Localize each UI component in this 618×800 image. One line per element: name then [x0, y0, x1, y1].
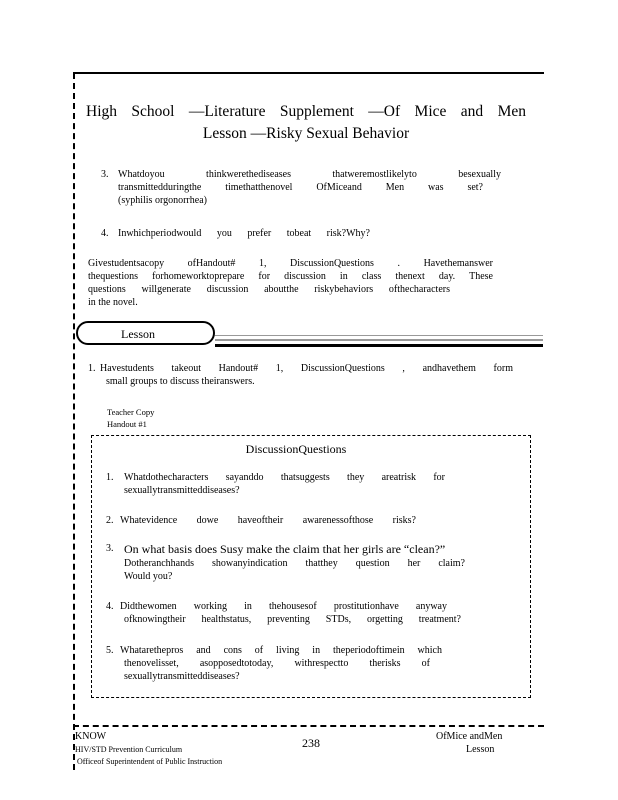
paragraph-line: in the novel. [88, 297, 138, 308]
title-line-2: Lesson —Risky Sexual Behavior [202, 125, 410, 142]
question-line: transmittedduringthe timethatthenovel OfMiceand Men was set? [118, 182, 483, 193]
footer-book-title: OfMice andMen [436, 731, 503, 742]
page-number: 238 [302, 736, 320, 750]
teacher-copy-label [107, 406, 154, 430]
item-line: On what basis does Susy make the claim that her girls are “clean?” [124, 542, 446, 556]
item-number: 3. [106, 543, 114, 554]
item-line: ofknowingtheir healthstatus, preventing STDs, orgetting treatment? [124, 614, 461, 625]
item-number: 5. [106, 645, 114, 656]
discussion-title: DiscussionQuestions [245, 442, 347, 456]
teacher-copy-line: Teacher Copy [107, 407, 155, 417]
item-line: Whatarethepros and cons of living in theperiodoftimein which [120, 645, 442, 656]
page-title [86, 101, 526, 145]
footer-lesson: Lesson [466, 744, 495, 755]
paragraph-line: thequestions forhomeworktoprepare for discussion in class thenext day. These [88, 271, 493, 282]
question-number: 3. [101, 169, 109, 180]
lesson-bar-rule [215, 344, 543, 347]
item-line: Whatevidence dowe haveoftheir awarenessofthose risks? [120, 515, 416, 526]
item-line: Didthewomen working in thehousesof prostitutionhave anyway [120, 601, 447, 612]
top-rule [73, 72, 544, 74]
item-line: Whatdothecharacters sayanddo thatsuggests they areatrisk for [124, 472, 445, 483]
title-line-1: High School —Literature Supplement —Of Mice and Men [86, 103, 526, 120]
footer-office: Officeof Superintendent of Public Instruction [77, 757, 223, 766]
lesson-bar-rule [215, 339, 543, 341]
step-number: 1. [88, 363, 96, 374]
item-number: 2. [106, 515, 114, 526]
item-line: Would you? [124, 571, 173, 582]
lesson-bar-rule [215, 335, 543, 336]
footer-curriculum: HIV/STD Prevention Curriculum [75, 745, 183, 754]
step-line: small groups to discuss theiranswers. [106, 376, 255, 387]
paragraph-line: Givestudentsacopy ofHandout# 1, DiscussionQuestions . Havethemanswer [88, 258, 493, 269]
handout-number: Handout #1 [107, 419, 147, 429]
intro-paragraph [88, 257, 493, 309]
question-line: Inwhichperiodwould you prefer tobeat risk?Why? [118, 228, 370, 239]
left-dashed-border [73, 73, 75, 770]
question-line: (syphilis orgonorrhea) [118, 195, 207, 206]
footer-rule [73, 725, 544, 727]
item-number: 1. [106, 472, 114, 483]
item-line: sexuallytransmitteddiseases? [124, 485, 240, 496]
question-line: Whatdoyou thinkwerethediseases thatweremostlikelyto besexually [118, 169, 501, 180]
step-line: Havestudents takeout Handout# 1, DiscussionQuestions , andhavethem form [100, 363, 513, 374]
item-number: 4. [106, 601, 114, 612]
footer-know: KNOW [75, 731, 107, 742]
lesson-section-header [76, 321, 215, 345]
item-line: sexuallytransmitteddiseases? [124, 671, 240, 682]
item-line: thenovelisset, asopposedtotoday, withrespectto therisks of [124, 658, 430, 669]
question-number: 4. [101, 228, 109, 239]
lesson-label: Lesson [121, 327, 155, 341]
paragraph-line: questions willgenerate discussion aboutthe riskybehaviors ofthecharacters [88, 284, 450, 295]
item-line: Dotheranchhands showanyindication thatthey question her claim? [124, 558, 465, 569]
